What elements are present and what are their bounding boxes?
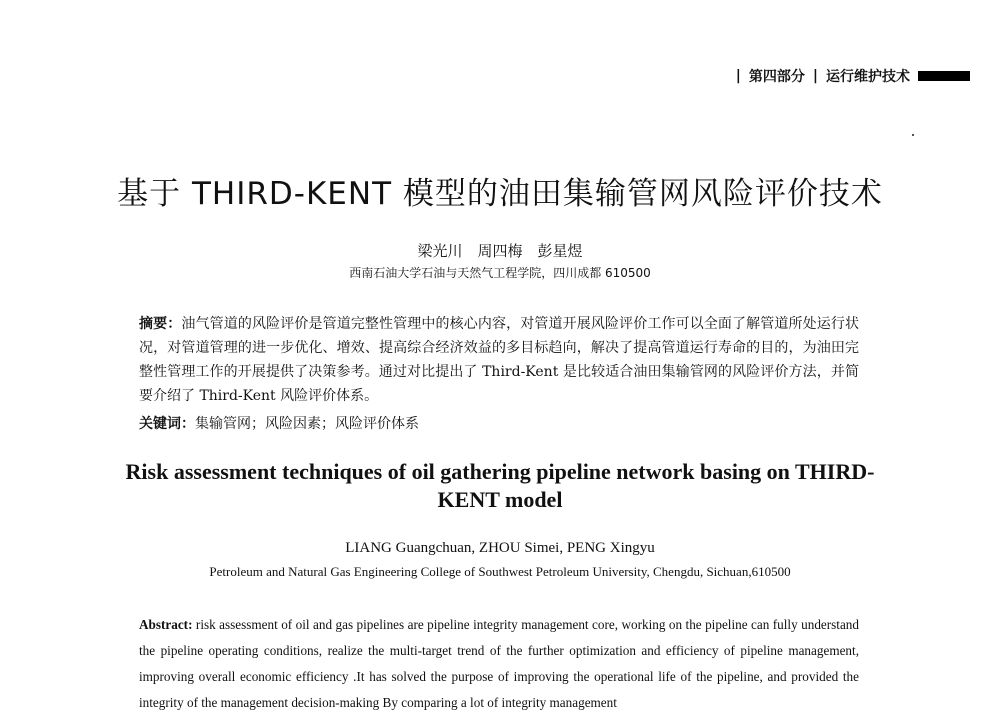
header-part: 第四部分 bbox=[748, 69, 805, 85]
header-separator: | bbox=[735, 68, 741, 84]
english-authors: LIANG Guangchuan, ZHOU Simei, PENG Xingyu bbox=[345, 540, 655, 556]
chinese-abstract-text: 油气管道的风险评价是管道完整性管理中的核心内容，对管道开展风险评价工作可以全面了解管道所处运行状况，对管道管理的进一步优化、增效、提高综合经济效益的多目标趋向，解决了提高管道运行寿命的目的，为油田完整性管理工作的开展提供了决策参考。通过对比提出了 Third-Kent 是比较适合油田集输管网的风险评价方法，并简要介绍了 Third-Kent 风险评价体系。 bbox=[139, 316, 860, 404]
english-title: Risk assessment techniques of oil gathering pipeline network basing on THIRD-KENT model bbox=[125, 459, 875, 512]
chinese-abstract bbox=[139, 312, 859, 408]
header-separator: | bbox=[812, 68, 818, 84]
chinese-keywords-label: 关键词： bbox=[139, 416, 195, 432]
chinese-keywords-text: 集输管网；风险因素；风险评价体系 bbox=[195, 416, 419, 432]
speck-mark bbox=[912, 134, 914, 136]
chinese-title: 基于 THIRD-KENT 模型的油田集输管网风险评价技术 bbox=[117, 176, 883, 212]
chinese-keywords bbox=[139, 412, 859, 436]
header-black-bar bbox=[918, 71, 970, 81]
chinese-abstract-label: 摘要： bbox=[139, 316, 182, 332]
running-header bbox=[736, 66, 970, 86]
english-abstract bbox=[139, 612, 859, 716]
english-abstract-label: Abstract: bbox=[139, 617, 193, 632]
chinese-affiliation: 西南石油大学石油与天然气工程学院，四川成都 610500 bbox=[349, 266, 651, 280]
header-section: 运行维护技术 bbox=[826, 69, 910, 85]
chinese-authors: 梁光川 周四梅 彭星煜 bbox=[417, 242, 583, 260]
english-affiliation: Petroleum and Natural Gas Engineering College of Southwest Petroleum University, Chengdu, Sichuan,610500 bbox=[209, 564, 791, 579]
english-abstract-text: risk assessment of oil and gas pipelines are pipeline integrity management core, working on the pipeline can fully understand the pipeline operating conditions, realize the multi-target trend of the further optimization and efficiency of pipeline management, improving overall economic efficiency .It has solved the purpose of improving the operational life of the pipeline, and provided the integrity of the management decision-making By comparing a lot of integrity management bbox=[139, 617, 859, 710]
